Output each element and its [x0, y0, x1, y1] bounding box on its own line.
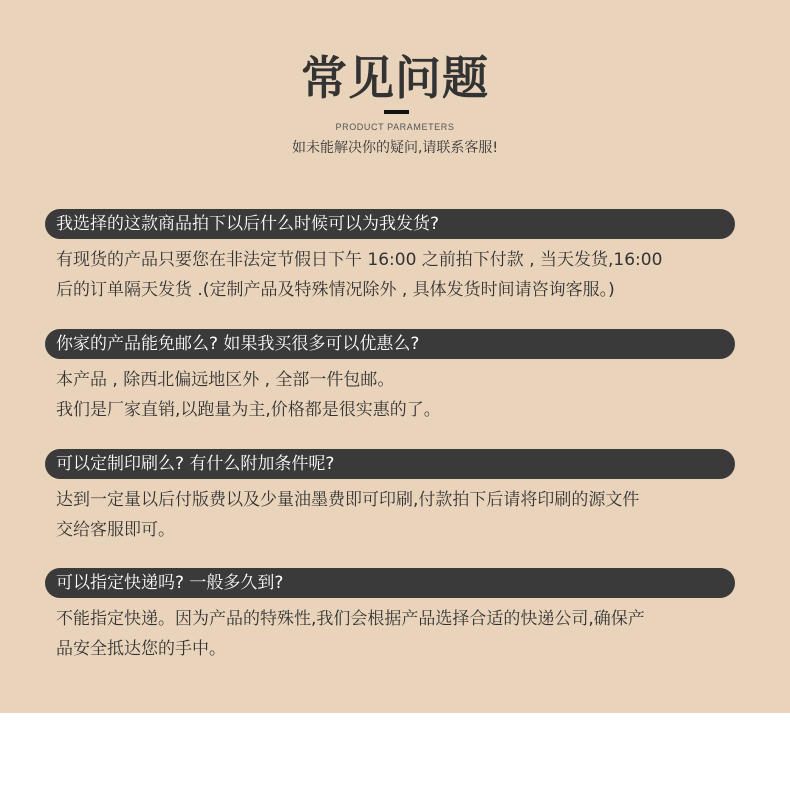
faq-question: 你家的产品能免邮么? 如果我买很多可以优惠么? — [45, 329, 735, 359]
faq-answer — [45, 485, 735, 545]
faq-answer — [45, 245, 735, 305]
faq-item-courier — [45, 568, 735, 664]
faq-question: 我选择的这款商品拍下以后什么时候可以为我发货? — [45, 209, 735, 239]
faq-item-custom-printing — [45, 449, 735, 545]
faq-answer-line: 我们是厂家直销,以跑量为主,价格都是很实惠的了。 — [56, 400, 441, 420]
page-title: 常见问题 — [301, 51, 489, 105]
faq-answer-line: 交给客服即可。 — [56, 520, 175, 540]
section-eyebrow: PRODUCT PARAMETERS — [335, 122, 455, 132]
faq-answer-line: 本产品 , 除西北偏远地区外 , 全部一件包邮。 — [56, 370, 395, 390]
faq-answer-line: 不能指定快递。因为产品的特殊性,我们会根据产品选择合适的快递公司,确保产 — [56, 609, 645, 629]
faq-question: 可以定制印刷么? 有什么附加条件呢? — [45, 449, 735, 479]
faq-answer-line: 后的订单隔天发货 .(定制产品及特殊情况除外 , 具体发货时间请咨询客服。) — [56, 280, 615, 300]
faq-question: 可以指定快递吗? 一般多久到? — [45, 568, 735, 598]
title-underline — [384, 110, 409, 114]
faq-answer-line: 有现货的产品只要您在非法定节假日下午 16:00 之前拍下付款 , 当天发货,16:00 — [56, 250, 663, 270]
faq-answer — [45, 604, 735, 664]
faq-item-shipping-time — [45, 209, 735, 305]
faq-answer-line: 达到一定量以后付版费以及少量油墨费即可印刷,付款拍下后请将印刷的源文件 — [56, 490, 640, 510]
faq-answer-line: 品安全抵达您的手中。 — [56, 639, 226, 659]
faq-answer — [45, 365, 735, 425]
page-subtitle: 如未能解决你的疑问,请联系客服! — [291, 140, 499, 156]
faq-item-free-shipping — [45, 329, 735, 425]
